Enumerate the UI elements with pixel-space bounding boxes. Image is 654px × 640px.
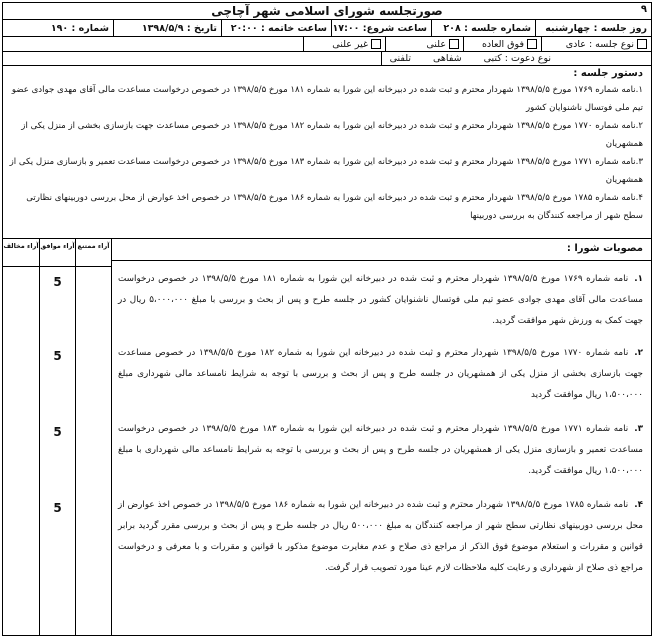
vote-count: 5: [53, 275, 62, 289]
resolutions-heading: مصوبات شورا :: [112, 239, 651, 261]
minutes-page: [2, 2, 652, 636]
resolution-item: [118, 419, 643, 482]
resolution-number: ۳.: [634, 424, 643, 434]
resolution-number: ۱.: [634, 274, 643, 284]
resolution-item: [118, 269, 643, 332]
meeting-day: روز جلسه : چهارشنبه: [535, 20, 651, 36]
agenda-item: ۱.نامه شماره ۱۷۶۹ مورخ ۱۳۹۸/۵/۵ شهردار محترم و ثبت شده در دبیرخانه این شورا به شماره ۱۸۱ مورخ ۱۳۹۸/۵/۵ در خصوص درخواست مساعدت مالی آقای مهدی جوادی عضو تیم ملی فوتسال ناشنوایان کشور: [11, 85, 643, 113]
agenda-item: ۴.نامه شماره ۱۷۸۵ مورخ ۱۳۹۸/۵/۵ شهردار محترم و ثبت شده در دبیرخانه این شورا به شماره ۱۸۶ مورخ ۱۳۹۸/۵/۵ در خصوص اخذ عوارض از محل بررسی دوربینهای نظارتی سطح شهر از مراجعه کنندگان به بررسی دوربینها: [26, 193, 643, 221]
invite-label: نوع دعوت : کتبی: [483, 53, 551, 64]
abstain-column: [75, 239, 111, 635]
end-time: ساعت خاتمه : ۲۰:۰۰: [221, 20, 331, 36]
vote-count: 5: [53, 425, 62, 439]
resolution-number: ۴.: [634, 500, 643, 510]
agenda-section: [3, 65, 651, 239]
checkbox-icon: [449, 39, 459, 49]
meeting-date: تاریخ : ۱۳۹۸/۵/۹: [113, 20, 221, 36]
for-column: [39, 239, 75, 635]
session-type-normal: [541, 37, 651, 51]
resolutions-table: [3, 239, 651, 635]
option-label: فوق العاده: [481, 38, 524, 50]
session-number: شماره جلسه : ۲۰۸: [431, 20, 535, 36]
resolution-text: نامه شماره ۱۷۶۹ مورخ ۱۳۹۸/۵/۵ شهردار محترم و ثبت شده در دبیرخانه این شورا به شماره ۱۸۱ مورخ ۱۳۹۸/۵/۵ در خصوص درخواست مساعدت مالی آقای مهدی جوادی عضو تیم ملی فوتسال ناشنوایان کشور در جلسه طرح و پس از بحث و بررسی با مبلغ ۵،۰۰۰،۰۰۰ ریال در جهت کمک به ورزش شهر موافقت گردید.: [118, 274, 643, 326]
resolution-text: نامه شماره ۱۷۷۱ مورخ ۱۳۹۸/۵/۵ شهردار محترم و ثبت شده در دبیرخانه این شورا به شماره ۱۸۳ مورخ ۱۳۹۸/۵/۵ در خصوص درخواست مساعدت تعمیر و بازسازی منزل یکی از همشهریان در جلسه طرح و پس از بحث و بررسی با توجه به شرایط نامساعد مالی شهرداری با مبلغ ۱،۵۰۰،۰۰۰ ریال موافقت گردید.: [118, 424, 643, 476]
option-label: علنی: [426, 38, 446, 50]
resolution-item: [118, 495, 643, 579]
against-header: آراء مخالف: [3, 239, 39, 267]
vote-count: 5: [53, 349, 62, 363]
agenda-item: ۲.نامه شماره ۱۷۷۰ مورخ ۱۳۹۸/۵/۵ شهردار محترم و ثبت شده در دبیرخانه این شورا به شماره ۱۸۲ مورخ ۱۳۹۸/۵/۵ در خصوص مساعدت جهت بازسازی بخشی از منزل یکی از همشهریان: [21, 121, 643, 149]
resolutions-column: [111, 239, 651, 635]
checkbox-icon: [527, 39, 537, 49]
resolution-item: [118, 343, 643, 406]
session-type-private: [303, 37, 385, 51]
session-type-extra: [463, 37, 541, 51]
page-mark: ۹: [640, 4, 647, 15]
abstain-header: آراء ممتنع: [76, 239, 111, 267]
header-row: [3, 20, 651, 37]
start-time: ساعت شروع: ۱۷:۰۰: [331, 20, 431, 36]
invite-option-phone: تلفنی: [389, 53, 411, 64]
resolution-text: نامه شماره ۱۷۸۵ مورخ ۱۳۹۸/۵/۵ شهردار محترم و ثبت شده در دبیرخانه این شورا به شماره ۱۸۶ مورخ ۱۳۹۸/۵/۵ در خصوص اخذ عوارض از محل بررسی دوربینهای نظارتی سطح شهر از مراجعه کنندگان به مبلغ ۵۰۰،۰۰۰ ریال در جلسه طرح و پس از بحث و بررسی مقرر گردید برابر قوانین و مقررات و استعلام موضوع فوق الذکر از مراجع ذی صلاح و عدم مغایرت موضوع مذکور با قوانین و مقررات و با معرفی و درخواست مراجع ذی صلاح از شهرداری و رعایت کلیه ملاحظات لازم عینا مورد تصویب قرار گرفت.: [118, 500, 643, 573]
option-label: غیر علنی: [332, 38, 368, 50]
invite-type: [381, 52, 651, 65]
page-title: صورتجلسه شورای اسلامی شهر آچاچی: [3, 3, 651, 20]
resolution-number: ۲.: [634, 348, 643, 358]
for-header: آراء موافق: [40, 239, 75, 267]
agenda-heading: دستور جلسه :: [573, 68, 643, 79]
agenda-item: ۳.نامه شماره ۱۷۷۱ مورخ ۱۳۹۸/۵/۵ شهردار محترم و ثبت شده در دبیرخانه این شورا به شماره ۱۸۳ مورخ ۱۳۹۸/۵/۵ در خصوص درخواست مساعدت تعمیر و بازسازی منزل یکی از همشهریان: [9, 157, 643, 185]
resolution-text: نامه شماره ۱۷۷۰ مورخ ۱۳۹۸/۵/۵ شهردار محترم و ثبت شده در دبیرخانه این شورا به شماره ۱۸۲ مورخ ۱۳۹۸/۵/۵ در خصوص مساعدت جهت بازسازی بخشی از منزل یکی از همشهریان در جلسه طرح و پس از بحث و بررسی با توجه به شرایط نامساعد مالی شهرداری مبلغ ۱،۵۰۰،۰۰۰ ریال موافقت گردید: [118, 348, 643, 400]
session-type-row: [3, 37, 651, 52]
vote-count: 5: [53, 501, 62, 515]
blank-cell: [3, 37, 303, 51]
checkbox-icon: [371, 39, 381, 49]
invite-option-verbal: شفاهی: [433, 53, 462, 64]
checkbox-icon: [637, 39, 647, 49]
blank-cell: [3, 52, 381, 65]
letter-number: شماره : ۱۹۰: [50, 22, 109, 34]
session-type-label: نوع جلسه : عادی: [565, 38, 634, 50]
against-column: [3, 239, 39, 635]
invite-row: [3, 52, 651, 66]
session-type-public: [385, 37, 463, 51]
